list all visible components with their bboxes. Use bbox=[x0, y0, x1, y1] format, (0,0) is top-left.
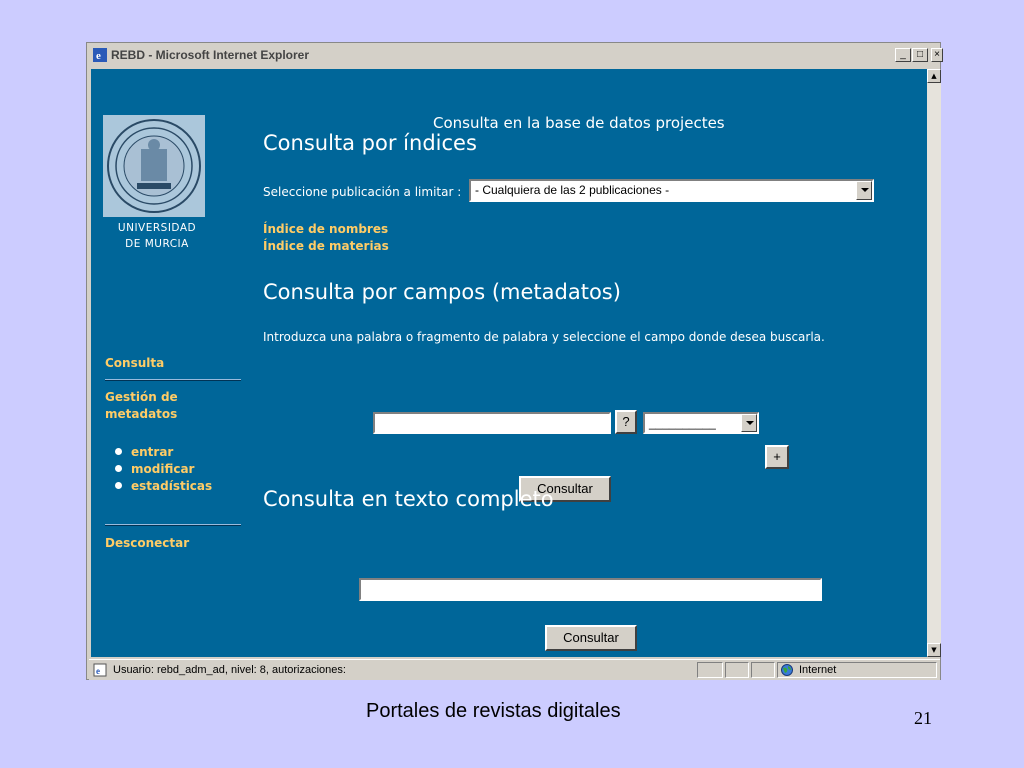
bullet-icon bbox=[115, 465, 122, 472]
heading-consulta-campos: Consulta por campos (metadatos) bbox=[263, 280, 621, 304]
publication-select[interactable] bbox=[469, 179, 874, 202]
heading-consulta-indices: Consulta por índices bbox=[263, 131, 477, 155]
page-viewport bbox=[91, 69, 927, 657]
page-icon bbox=[93, 663, 107, 677]
scroll-up-icon[interactable]: ▲ bbox=[927, 69, 941, 83]
consultar-texto-button[interactable]: Consultar bbox=[545, 625, 637, 651]
close-button[interactable]: × bbox=[931, 48, 943, 62]
minimize-button[interactable]: _ bbox=[895, 48, 911, 62]
heading-consulta-texto: Consulta en texto completo bbox=[263, 487, 554, 511]
university-name-line1: UNIVERSIDAD bbox=[117, 222, 197, 234]
publication-select-value: - Cualquiera de las 2 publicaciones - bbox=[475, 183, 670, 197]
slide-page-number: 21 bbox=[914, 708, 932, 728]
nav-estadisticas-label: estadísticas bbox=[131, 479, 213, 493]
field-search-input[interactable] bbox=[373, 412, 611, 434]
vertical-scrollbar[interactable] bbox=[927, 69, 941, 657]
bullet-icon bbox=[115, 482, 122, 489]
window-title: REBD - Microsoft Internet Explorer bbox=[111, 48, 310, 62]
globe-icon bbox=[781, 664, 793, 676]
nav-gestion-link-line1[interactable]: Gestión de bbox=[105, 390, 178, 404]
status-cell bbox=[751, 662, 775, 678]
indice-nombres-link[interactable]: Índice de nombres bbox=[263, 222, 389, 236]
university-name-line2: DE MURCIA bbox=[125, 238, 189, 250]
campos-instruction: Introduzca una palabra o fragmento de palabra y seleccione el campo donde desea buscarla. bbox=[263, 330, 825, 344]
status-bar bbox=[89, 659, 940, 680]
nav-entrar-link[interactable] bbox=[131, 445, 173, 459]
add-field-button[interactable]: + bbox=[765, 445, 789, 469]
status-cell bbox=[697, 662, 723, 678]
nav-gestion-link-line2[interactable]: metadatos bbox=[105, 407, 178, 421]
status-text: Usuario: rebd_adm_ad, nivel: 8, autorizaciones: bbox=[113, 664, 346, 676]
nav-consulta-link[interactable]: Consulta bbox=[105, 356, 165, 370]
fulltext-search-input[interactable] bbox=[359, 578, 822, 601]
field-select[interactable] bbox=[643, 412, 759, 434]
chevron-down-icon[interactable] bbox=[856, 181, 872, 200]
page-title: Consulta en la base de datos projectes bbox=[433, 114, 725, 132]
consultar-campos-button[interactable]: Consultar bbox=[519, 476, 611, 502]
nav-estadisticas-link[interactable] bbox=[131, 479, 212, 493]
status-cell bbox=[725, 662, 749, 678]
internet-explorer-icon bbox=[93, 48, 107, 62]
zone-label: Internet bbox=[799, 664, 837, 676]
nav-desconectar-link[interactable]: Desconectar bbox=[105, 536, 190, 550]
university-seal-logo bbox=[99, 111, 209, 221]
title-bar[interactable] bbox=[89, 45, 940, 65]
publication-select-label: Seleccione publicación a limitar : bbox=[263, 185, 462, 199]
slide-caption: Portales de revistas digitales bbox=[366, 700, 621, 722]
nav-modificar-link[interactable] bbox=[131, 462, 194, 476]
field-select-value: __________ bbox=[649, 416, 716, 430]
bullet-icon bbox=[115, 448, 122, 455]
nav-entrar-label: entrar bbox=[131, 445, 174, 459]
scroll-down-icon[interactable]: ▼ bbox=[927, 643, 941, 657]
browser-window bbox=[86, 42, 941, 680]
nav-divider bbox=[105, 524, 241, 526]
nav-divider bbox=[105, 379, 241, 381]
help-button[interactable]: ? bbox=[615, 410, 637, 434]
nav-modificar-label: modificar bbox=[131, 462, 195, 476]
svg-text:e: e bbox=[96, 666, 100, 676]
chevron-down-icon[interactable] bbox=[741, 414, 757, 432]
indice-materias-link[interactable]: Índice de materias bbox=[263, 239, 389, 253]
svg-text:e: e bbox=[96, 50, 101, 62]
maximize-button[interactable]: □ bbox=[912, 48, 928, 62]
